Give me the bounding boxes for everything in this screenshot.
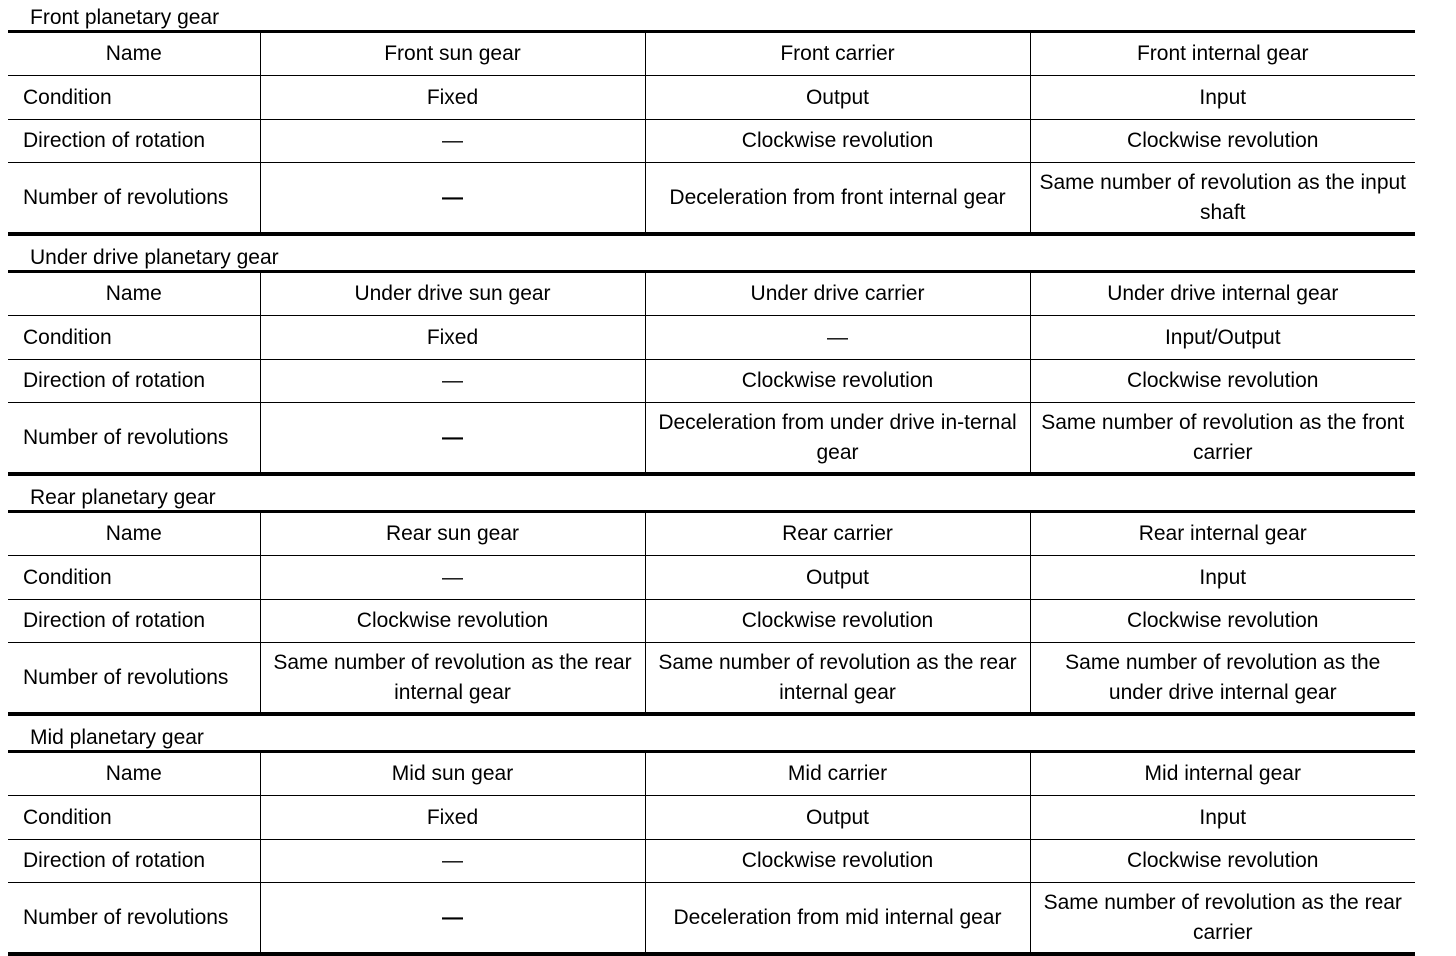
row-label-name: Name xyxy=(8,32,260,76)
table-cell: — xyxy=(260,120,645,163)
table-row xyxy=(8,556,1415,600)
table-cell: Deceleration from under drive in-ternal gear xyxy=(645,403,1030,475)
row-label-direction: Direction of rotation xyxy=(8,840,260,883)
column-header: Front carrier xyxy=(645,32,1030,76)
table-cell: — xyxy=(260,163,645,235)
section-title: Rear planetary gear xyxy=(30,486,216,509)
row-label-condition: Condition xyxy=(8,316,260,360)
table-cell: Fixed xyxy=(260,76,645,120)
table-cell: Fixed xyxy=(260,796,645,840)
table-row xyxy=(8,796,1415,840)
table-row xyxy=(8,32,1415,76)
table-cell: Clockwise revolution xyxy=(645,600,1030,643)
front-planetary-gear-table xyxy=(8,30,1415,236)
row-label-direction: Direction of rotation xyxy=(8,120,260,163)
table-cell: Same number of revolution as the rear internal gear xyxy=(645,643,1030,715)
column-header: Rear carrier xyxy=(645,512,1030,556)
column-header: Under drive internal gear xyxy=(1030,272,1415,316)
section-title: Mid planetary gear xyxy=(30,726,204,749)
table-row xyxy=(8,360,1415,403)
table-cell: Output xyxy=(645,796,1030,840)
row-label-direction: Direction of rotation xyxy=(8,600,260,643)
table-cell: — xyxy=(260,883,645,955)
column-header: Under drive carrier xyxy=(645,272,1030,316)
section-title: Under drive planetary gear xyxy=(30,246,279,269)
row-label-revolutions: Number of revolutions xyxy=(23,185,229,209)
row-label-condition: Condition xyxy=(8,76,260,120)
table-cell: Same number of revolution as the under drive internal gear xyxy=(1030,643,1415,715)
table-row xyxy=(8,752,1415,796)
table-cell: Clockwise revolution xyxy=(260,600,645,643)
table-cell: — xyxy=(260,556,645,600)
column-header: Rear sun gear xyxy=(260,512,645,556)
table-cell: Fixed xyxy=(260,316,645,360)
table-row xyxy=(8,403,1415,475)
row-label-condition: Condition xyxy=(8,796,260,840)
table-row xyxy=(8,120,1415,163)
table-cell: Same number of revolution as the rear internal gear xyxy=(260,643,645,715)
table-row xyxy=(8,272,1415,316)
table-cell: Clockwise revolution xyxy=(645,840,1030,883)
row-label-name: Name xyxy=(8,752,260,796)
row-label-direction: Direction of rotation xyxy=(8,360,260,403)
row-label-name: Name xyxy=(8,512,260,556)
table-cell: Clockwise revolution xyxy=(645,120,1030,163)
row-label-condition: Condition xyxy=(8,556,260,600)
column-header: Under drive sun gear xyxy=(260,272,645,316)
column-header: Mid sun gear xyxy=(260,752,645,796)
row-label-revolutions: Number of revolutions xyxy=(23,425,229,449)
table-cell: Clockwise revolution xyxy=(1030,600,1415,643)
column-header: Mid carrier xyxy=(645,752,1030,796)
column-header: Mid internal gear xyxy=(1030,752,1415,796)
column-header: Front sun gear xyxy=(260,32,645,76)
table-cell: Input/Output xyxy=(1030,316,1415,360)
table-row xyxy=(8,163,1415,235)
column-header: Rear internal gear xyxy=(1030,512,1415,556)
table-row xyxy=(8,76,1415,120)
table-row xyxy=(8,600,1415,643)
table-row xyxy=(8,643,1415,715)
table-cell: Same number of revolution as the rear carrier xyxy=(1030,883,1415,955)
section-title: Front planetary gear xyxy=(30,6,220,29)
table-cell: Clockwise revolution xyxy=(1030,360,1415,403)
under-drive-planetary-gear-table xyxy=(8,270,1415,476)
table-row xyxy=(8,512,1415,556)
table-cell: Output xyxy=(645,556,1030,600)
table-cell: Input xyxy=(1030,556,1415,600)
table-row xyxy=(8,883,1415,955)
mid-planetary-gear-table xyxy=(8,750,1415,956)
row-label-revolutions: Number of revolutions xyxy=(23,905,229,929)
table-cell: Clockwise revolution xyxy=(1030,840,1415,883)
table-row xyxy=(8,840,1415,883)
table-cell: — xyxy=(645,316,1030,360)
table-cell: Output xyxy=(645,76,1030,120)
row-label-revolutions: Number of revolutions xyxy=(23,665,229,689)
table-cell: — xyxy=(260,403,645,475)
table-cell: Same number of revolution as the input shaft xyxy=(1030,163,1415,235)
table-cell: Input xyxy=(1030,796,1415,840)
rear-planetary-gear-table xyxy=(8,510,1415,716)
table-cell: Same number of revolution as the front carrier xyxy=(1030,403,1415,475)
table-cell: — xyxy=(260,840,645,883)
table-cell: Clockwise revolution xyxy=(645,360,1030,403)
column-header: Front internal gear xyxy=(1030,32,1415,76)
table-cell: Deceleration from mid internal gear xyxy=(645,883,1030,955)
table-row xyxy=(8,316,1415,360)
row-label-name: Name xyxy=(8,272,260,316)
table-cell: Input xyxy=(1030,76,1415,120)
table-cell: Clockwise revolution xyxy=(1030,120,1415,163)
table-cell: — xyxy=(260,360,645,403)
table-cell: Deceleration from front internal gear xyxy=(645,163,1030,235)
